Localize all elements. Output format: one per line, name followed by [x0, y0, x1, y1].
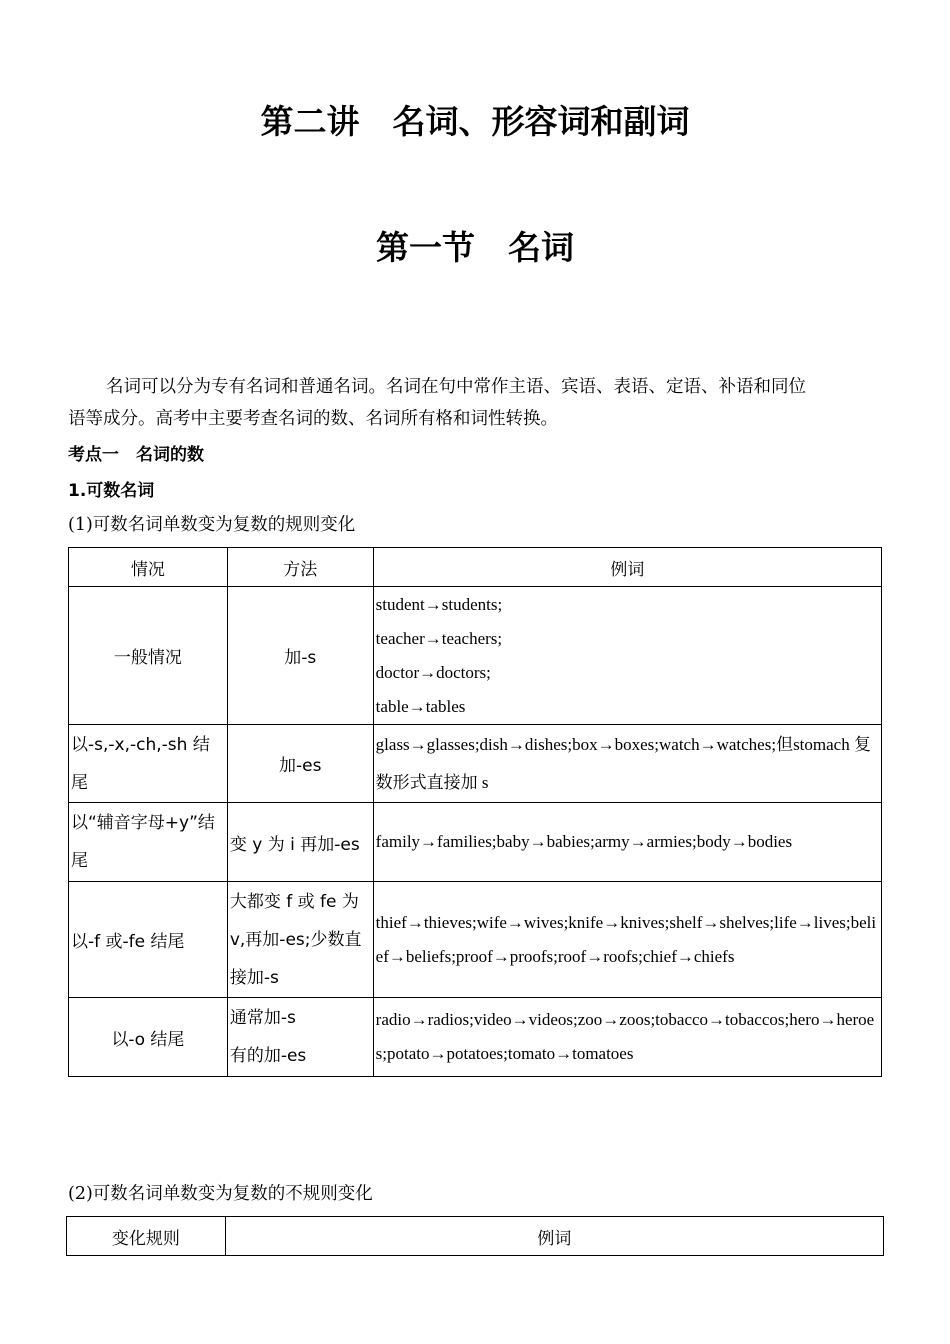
page-title: 第二讲 名词、形容词和副词: [260, 102, 690, 141]
row-examples: thief→thieves;wife→wives;knife→knives;shelf→shelves;life→lives;belief→beliefs;proof→proofs;roof→roofs;chief→chiefs: [373, 882, 881, 998]
example-line: doctor→doctors;: [375, 662, 491, 682]
example-line: table→tables: [375, 696, 466, 716]
regular-plural-table: [68, 547, 882, 1077]
row-method: [227, 998, 373, 1077]
table-row: [69, 998, 882, 1077]
example-line: teacher→teachers;: [375, 628, 503, 648]
header-examples: 例词: [373, 548, 881, 587]
method-line: 通常加-s: [229, 1008, 296, 1028]
method-line: 有的加-es: [229, 1046, 307, 1066]
rule1-title: (1)可数名词单数变为复数的规则变化: [68, 515, 356, 535]
header-rule: 变化规则: [67, 1217, 226, 1256]
header-method: 方法: [227, 548, 373, 587]
row-examples: glass→glasses;dish→dishes;box→boxes;watch→watches;但stomach 复数形式直接加 s: [373, 725, 881, 803]
intro-paragraph-line2: 语等成分。高考中主要考查名词的数、名词所有格和词性转换。: [68, 409, 558, 429]
header-case: 情况: [69, 548, 228, 587]
irregular-plural-table: [66, 1216, 884, 1256]
point-heading: 考点一 名词的数: [68, 445, 204, 465]
row-method: 加-es: [227, 725, 373, 803]
row-case: 以-o 结尾: [69, 998, 228, 1077]
table-row: [69, 882, 882, 998]
row-case: 一般情况: [69, 587, 228, 725]
table-row: [69, 803, 882, 882]
row-examples: family→families;baby→babies;army→armies;body→bodies: [373, 803, 881, 882]
row-case: 以-f 或-fe 结尾: [69, 882, 228, 998]
row-method: 大都变 f 或 fe 为 v,再加-es;少数直接加-s: [227, 882, 373, 998]
table-row: [69, 587, 882, 725]
sub-heading: 1.可数名词: [68, 481, 155, 501]
row-method: 加-s: [227, 587, 373, 725]
row-examples: [373, 587, 881, 725]
table-row: [69, 725, 882, 803]
rule2-title: (2)可数名词单数变为复数的不规则变化: [68, 1184, 373, 1204]
header-examples: 例词: [225, 1217, 883, 1256]
row-examples: radio→radios;video→videos;zoo→zoos;tobacco→tobaccos;hero→heroes;potato→potatoes;tomato→tomatoes: [373, 998, 881, 1077]
table-header-row: [69, 548, 882, 587]
section-title: 第一节 名词: [376, 228, 574, 267]
row-method: 变 y 为 i 再加-es: [227, 803, 373, 882]
row-case: 以“辅音字母+y”结尾: [69, 803, 228, 882]
row-case: 以-s,-x,-ch,-sh 结尾: [69, 725, 228, 803]
intro-paragraph-line1: 名词可以分为专有名词和普通名词。名词在句中常作主语、宾语、表语、定语、补语和同位: [106, 377, 806, 397]
table-header-row: [67, 1217, 884, 1256]
example-line: student→students;: [375, 594, 503, 614]
